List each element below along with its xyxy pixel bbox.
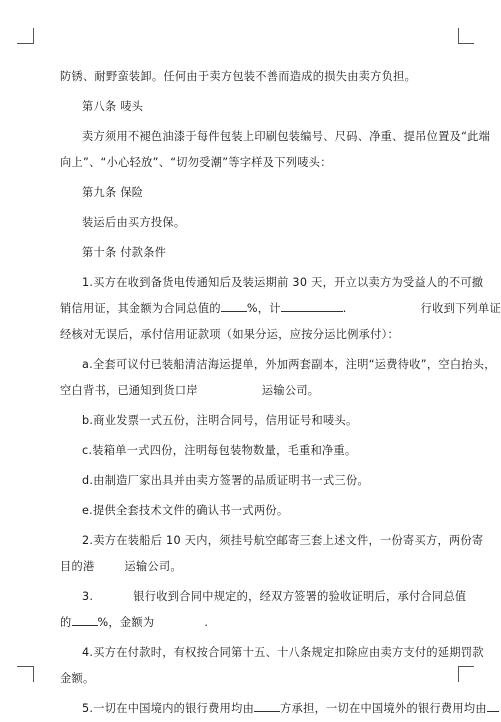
paragraph-payment-5-line1 [60,696,487,722]
blank-percent [221,299,247,312]
paragraph-item-c: c.装箱单一式四份，注明每包装物数量，毛重和净重。 [82,444,357,457]
text-segment: . [342,302,347,315]
text-segment: 目的港 [60,560,95,573]
paragraph-item-a-line1: a.全套可议付已装船清洁海运提单，外加两套副本，注明“运费待收”，空白抬头， [82,358,496,371]
text-segment: 3. [82,590,94,603]
paragraph-item-a-line2 [60,378,445,404]
paragraph-item-b: b.商业发票一式五份，注明合同号，信用证号和唛头。 [82,414,358,427]
text-segment: 的 [60,616,72,629]
paragraph-shipping-marks-2: 向上”、“小心轻放”、“切勿受潮”等字样及下列唛头： [60,156,332,169]
blank-percent [72,613,98,626]
text-segment: . [204,616,209,629]
paragraph-item-d: d.由制造厂家出具并由卖方签署的品质证明书一式三份。 [82,474,369,487]
text-segment: 5.一切在中国境内的银行费用均由 [82,702,255,715]
crop-mark-bottom-right-v [458,666,459,682]
crop-mark-bottom-right-h [458,666,474,667]
text-segment: 空白背书，已通知到货口岸 [60,384,198,397]
heading-article-10: 第十条 付款条件 [82,246,167,259]
crop-mark-top-right-h [458,43,474,44]
text-segment: 销信用证，其金额为合同总值的 [60,302,221,315]
heading-article-9: 第九条 保险 [82,186,144,199]
blank-party [487,699,499,712]
crop-mark-top-right-v [458,28,459,44]
paragraph-payment-1-line1: 1.买方在收到备货电传通知后及装运期前 30 天，开立以卖方为受益人的不可撤 [82,276,484,289]
text-segment: 运输公司。 [124,560,182,573]
blank-amount [281,299,343,312]
text-segment: %，计 [246,302,281,315]
crop-mark-bottom-left-v [33,666,34,682]
paragraph-payment-2-line2 [60,554,445,580]
crop-mark-top-left-v [33,28,34,44]
text-segment: 运输公司。 [261,384,320,397]
document-page [60,64,501,722]
text-segment: 方承担，一切在中国境外的银行费用均由 [280,702,487,715]
paragraph-payment-4-line1: 4.买方在付款时，有权按合同第十五、十八条规定扣除应由卖方支付的延期罚款 [82,646,484,659]
crop-mark-bottom-left-h [17,666,33,667]
paragraph-payment-1-line2 [60,296,501,322]
text-segment: %，金额为 [97,616,155,629]
heading-article-8: 第八条 唛头 [82,100,144,113]
text-segment: 银行收到合同中规定的，经双方签署的验收证明后，承付合同总值 [133,590,467,603]
paragraph-payment-3-line2 [60,610,445,636]
paragraph-shipping-marks-1: 卖方须用不褪色油漆于每件包装上印刷包装编号、尺码、净重、提吊位置及“此端 [82,130,491,143]
blank-party [254,699,280,712]
crop-mark-top-left-h [17,43,33,44]
paragraph-payment-4-line2: 金额。 [60,672,95,685]
paragraph-payment-1-line3: 经核对无误后，承付信用证款项（如果分运，应按分运比例承付）： [60,328,400,341]
paragraph-payment-3-line1 [60,584,467,610]
paragraph-packing-end: 防锈、耐野蛮装卸。任何由于卖方包装不善而造成的损失由卖方负担。 [60,70,417,83]
paragraph-insurance: 装运后由买方投保。 [82,216,186,229]
text-segment: 行收到下列单证 [420,302,501,315]
paragraph-payment-2-line1: 2.卖方在装船后 10 天内，须挂号航空邮寄三套上述文件，一份寄买方，两份寄 [82,534,484,547]
paragraph-item-e: e.提供全套技术文件的确认书一式两份。 [82,504,289,517]
